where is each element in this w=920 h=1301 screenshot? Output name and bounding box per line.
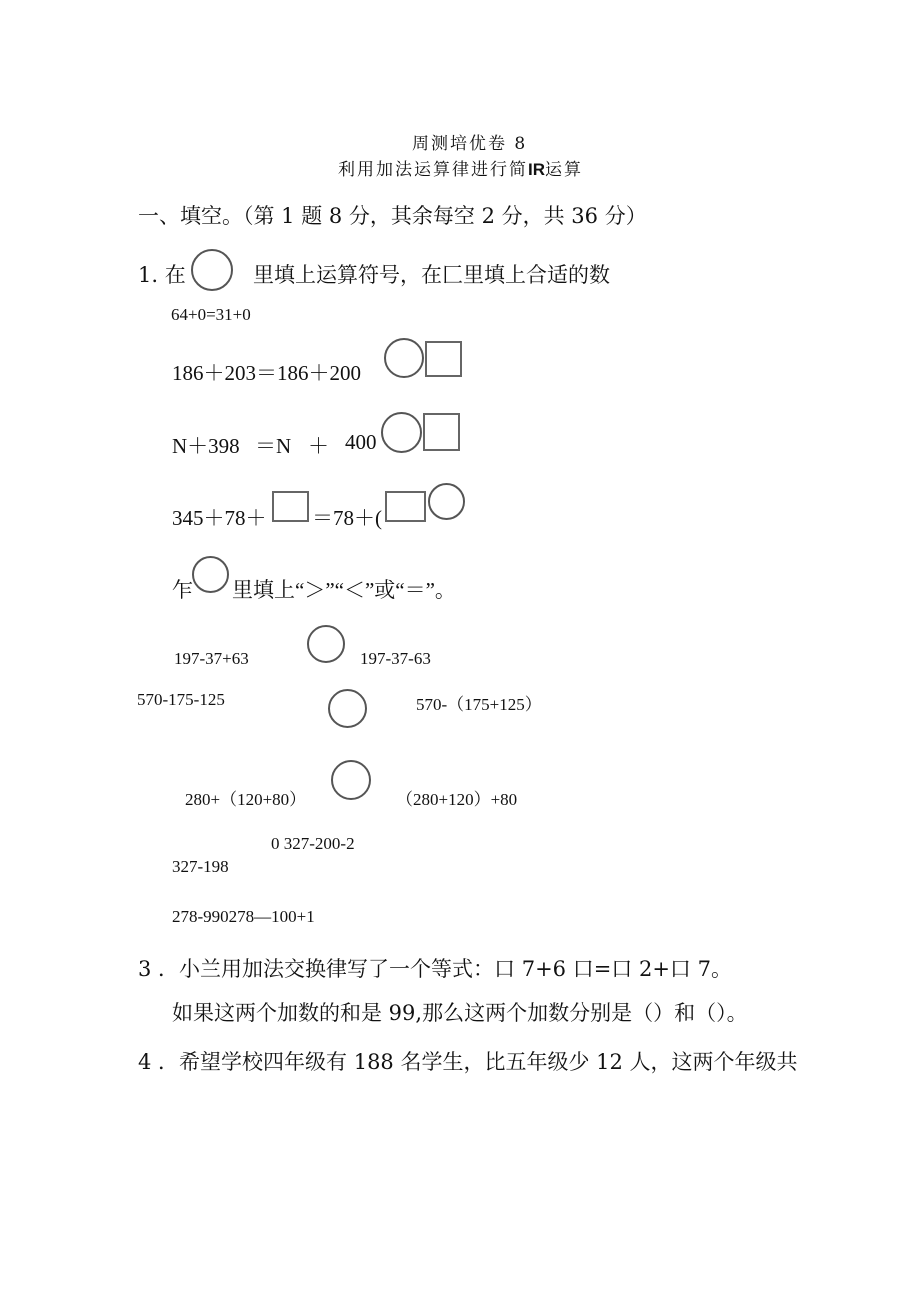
subtitle-prefix: 利用加法运算律进行简 xyxy=(338,160,528,180)
compare-r3-right: （280+120）+80 xyxy=(396,790,518,809)
compare-circle[interactable] xyxy=(331,760,371,800)
q1-line2: 186＋203＝186＋200 xyxy=(172,361,361,385)
compare-r5: 278-990278—100+1 xyxy=(172,907,315,926)
answer-circle[interactable] xyxy=(428,483,465,520)
compare-r4-right: 0 327-200-2 xyxy=(271,834,355,853)
answer-circle[interactable] xyxy=(384,338,424,378)
answer-circle[interactable] xyxy=(192,556,229,593)
q1-line3-c: ＋ xyxy=(308,434,329,458)
subtitle-ir: IR xyxy=(528,160,545,179)
compare-r1-right: 197-37-63 xyxy=(360,649,431,668)
q1-line4-b: ＝78＋( xyxy=(312,506,382,530)
page-subtitle xyxy=(338,155,583,180)
compare-r4-left: 327-198 xyxy=(172,857,229,876)
compare-r1-left: 197-37+63 xyxy=(174,649,249,668)
q1-line1: 64+0=31+0 xyxy=(171,305,251,324)
q3-line2: 如果这两个加数的和是 99,那么这两个加数分别是（）和（）。 xyxy=(172,1001,748,1025)
q3-line1: 3 ．小兰用加法交换律写了一个等式：口 7+6 口=口 2+口 7。 xyxy=(138,957,732,981)
answer-circle[interactable] xyxy=(381,412,422,453)
page-title: 周测培优卷 8 xyxy=(412,134,528,154)
answer-box[interactable] xyxy=(423,413,460,451)
answer-box[interactable] xyxy=(425,341,462,377)
q1-line3-d: 400 xyxy=(345,430,377,454)
section-heading: 一、填空。（第 1 题 8 分，其余每空 2 分，共 36 分） xyxy=(138,204,647,228)
subtitle-suffix: 运算 xyxy=(545,160,583,180)
q1-line3-a: N＋398 xyxy=(172,434,240,458)
compare-circle[interactable] xyxy=(307,625,345,663)
q2-prefix: 乍 xyxy=(172,578,193,602)
compare-circle[interactable] xyxy=(328,689,367,728)
q4-line1: 4 ．希望学校四年级有 188 名学生，比五年级少 12 人，这两个年级共 xyxy=(138,1050,798,1074)
answer-box[interactable] xyxy=(385,491,426,522)
compare-r3-left: 280+（120+80） xyxy=(185,790,307,809)
answer-circle[interactable] xyxy=(191,249,233,291)
q1-line3-b: ＝N xyxy=(255,434,292,458)
q1-line4-a: 345＋78＋ xyxy=(172,506,267,530)
compare-r2-right: 570-（175+125） xyxy=(416,695,542,714)
compare-r2-left: 570-175-125 xyxy=(137,690,225,709)
q1-instruction: 里填上运算符号，在匚里填上合适的数 xyxy=(253,263,610,287)
answer-box[interactable] xyxy=(272,491,309,522)
q1-prefix: 1. 在 xyxy=(138,263,186,287)
q2-instruction: 里填上“＞”“＜”或“＝”。 xyxy=(232,578,456,602)
